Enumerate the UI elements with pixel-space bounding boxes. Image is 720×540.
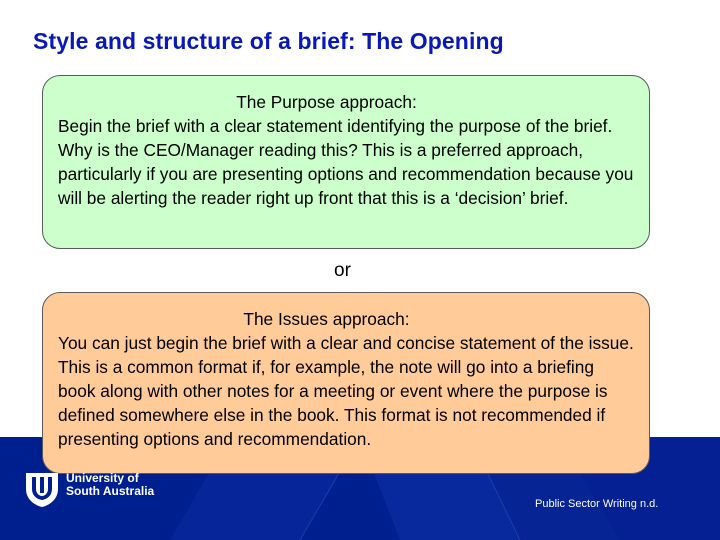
university-name (66, 472, 154, 498)
unisa-shield-icon (22, 469, 62, 509)
source-credit: Public Sector Writing n.d. (535, 498, 659, 510)
university-name-line2: South Australia (66, 484, 155, 498)
issues-approach-body: You can just begin the brief with a clear and concise statement of the issue. This is a common format if, for example, the note will go into a briefing book along with other notes for a meeting or event where the purpose is defined somewhere else in the book. This format is not recommended if presenting options and recommendation. (58, 333, 634, 449)
purpose-approach-heading: The Purpose approach: (236, 92, 417, 112)
purpose-approach-body: Begin the brief with a clear statement identifying the purpose of the brief. Why is the CEO/Manager reading this? This is a preferred approach, particularly if you are presenting options and recommendation because you will be alerting the reader right up front that this is a ‘decision’ brief. (58, 116, 634, 208)
university-name-line1: University of (66, 471, 139, 485)
issues-approach-heading: The Issues approach: (243, 309, 410, 329)
issues-approach-box (42, 292, 650, 474)
purpose-approach-box (42, 75, 650, 249)
or-separator: or (334, 260, 351, 281)
slide-title: Style and structure of a brief: The Opening (33, 28, 504, 54)
